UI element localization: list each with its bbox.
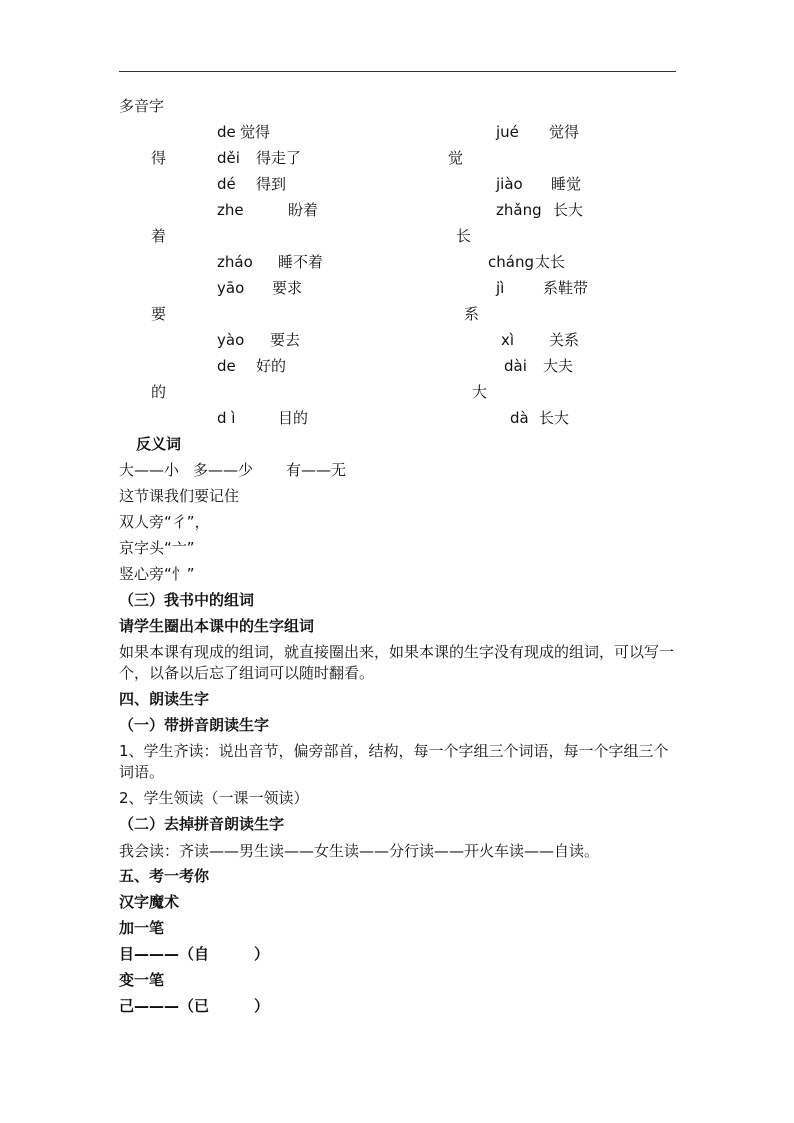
radical-item: 竖心旁“忄” [119,565,195,583]
section-3-body: 如果本课有现成的组词，就直接圈出来，如果本课的生字没有现成的组词，可以写一个，以备以后忘了组词可以随时翻看。 [119,643,675,682]
word: 要去 [270,331,301,349]
pinyin: de [217,357,236,375]
add-stroke-question: 目———（自 ） [119,945,270,963]
polyphonic-char: 长 [456,227,472,245]
hanzi-magic-title: 汉字魔术 [119,893,180,911]
word: 得到 [256,175,287,193]
word: 要求 [272,279,303,297]
section-4-sub2: （二）去掉拼音朗读生字 [119,815,285,833]
pinyin: dà [510,409,529,427]
word: 睡不着 [278,253,324,271]
antonym-pair: 大——小 [119,461,180,479]
word: 睡觉 [551,175,582,193]
change-stroke-question: 己———（已 ） [119,997,270,1015]
pinyin: de [217,123,236,141]
word: 大夫 [543,357,574,375]
change-stroke-label: 变一笔 [119,971,165,989]
pinyin: jué [496,123,519,141]
pinyin: d ì [217,409,236,427]
word: 目的 [278,409,309,427]
section-4-item2: 2、学生领读（一课一领读） [119,789,309,807]
word: 长大 [553,201,584,219]
pinyin: cháng [488,253,534,271]
word: 盼着 [288,201,319,219]
pinyin: xì [501,331,515,349]
section-4-heading: 四、朗读生字 [119,690,210,708]
polyphonic-char: 系 [464,305,480,323]
polyphonic-char: 要 [151,305,167,323]
polyphonic-char: 着 [151,227,167,245]
remember-intro: 这节课我们要记住 [119,487,240,505]
section-5-heading: 五、考一考你 [119,867,210,885]
pinyin: zhe [217,201,244,219]
antonyms-heading: 反义词 [136,435,182,453]
polyphonic-char: 的 [151,383,167,401]
add-stroke-label: 加一笔 [119,919,165,937]
section-3-subheading: 请学生圈出本课中的生字组词 [119,617,315,635]
word: 好的 [256,357,287,375]
section-4-item1: 1、学生齐读：说出音节，偏旁部首，结构，每一个字组三个词语，每一个字组三个词语。 [119,742,669,781]
antonym-pair: 有——无 [286,461,347,479]
pinyin: jiào [496,175,523,193]
word: 得走了 [256,149,302,167]
word: 觉得 [549,123,580,141]
word: 太长 [535,253,566,271]
antonym-pair: 多——少 [193,461,254,479]
pinyin: děi [217,149,240,167]
word: 长大 [539,409,570,427]
radical-item: 京字头“亠” [119,539,195,557]
polyphonic-heading: 多音字 [119,97,165,115]
polyphonic-char: 得 [151,149,167,167]
polyphonic-char: 觉 [448,149,464,167]
pinyin: yāo [217,279,245,297]
header-rule [119,71,676,72]
pinyin: yào [217,331,245,349]
word: 觉得 [240,123,271,141]
radical-item: 双人旁“彳”， [119,513,210,531]
word: 系鞋带 [543,279,589,297]
pinyin: jì [496,279,505,297]
pinyin: zhǎng [496,201,542,219]
pinyin: zháo [217,253,253,271]
pinyin: dài [504,357,527,375]
section-3-heading: （三）我书中的组词 [119,591,255,609]
section-4-item3: 我会读：齐读——男生读——女生读——分行读——开火车读——自读。 [119,842,600,860]
word: 关系 [549,331,580,349]
section-4-sub1: （一）带拼音朗读生字 [119,716,270,734]
polyphonic-char: 大 [472,383,488,401]
pinyin: dé [217,175,236,193]
